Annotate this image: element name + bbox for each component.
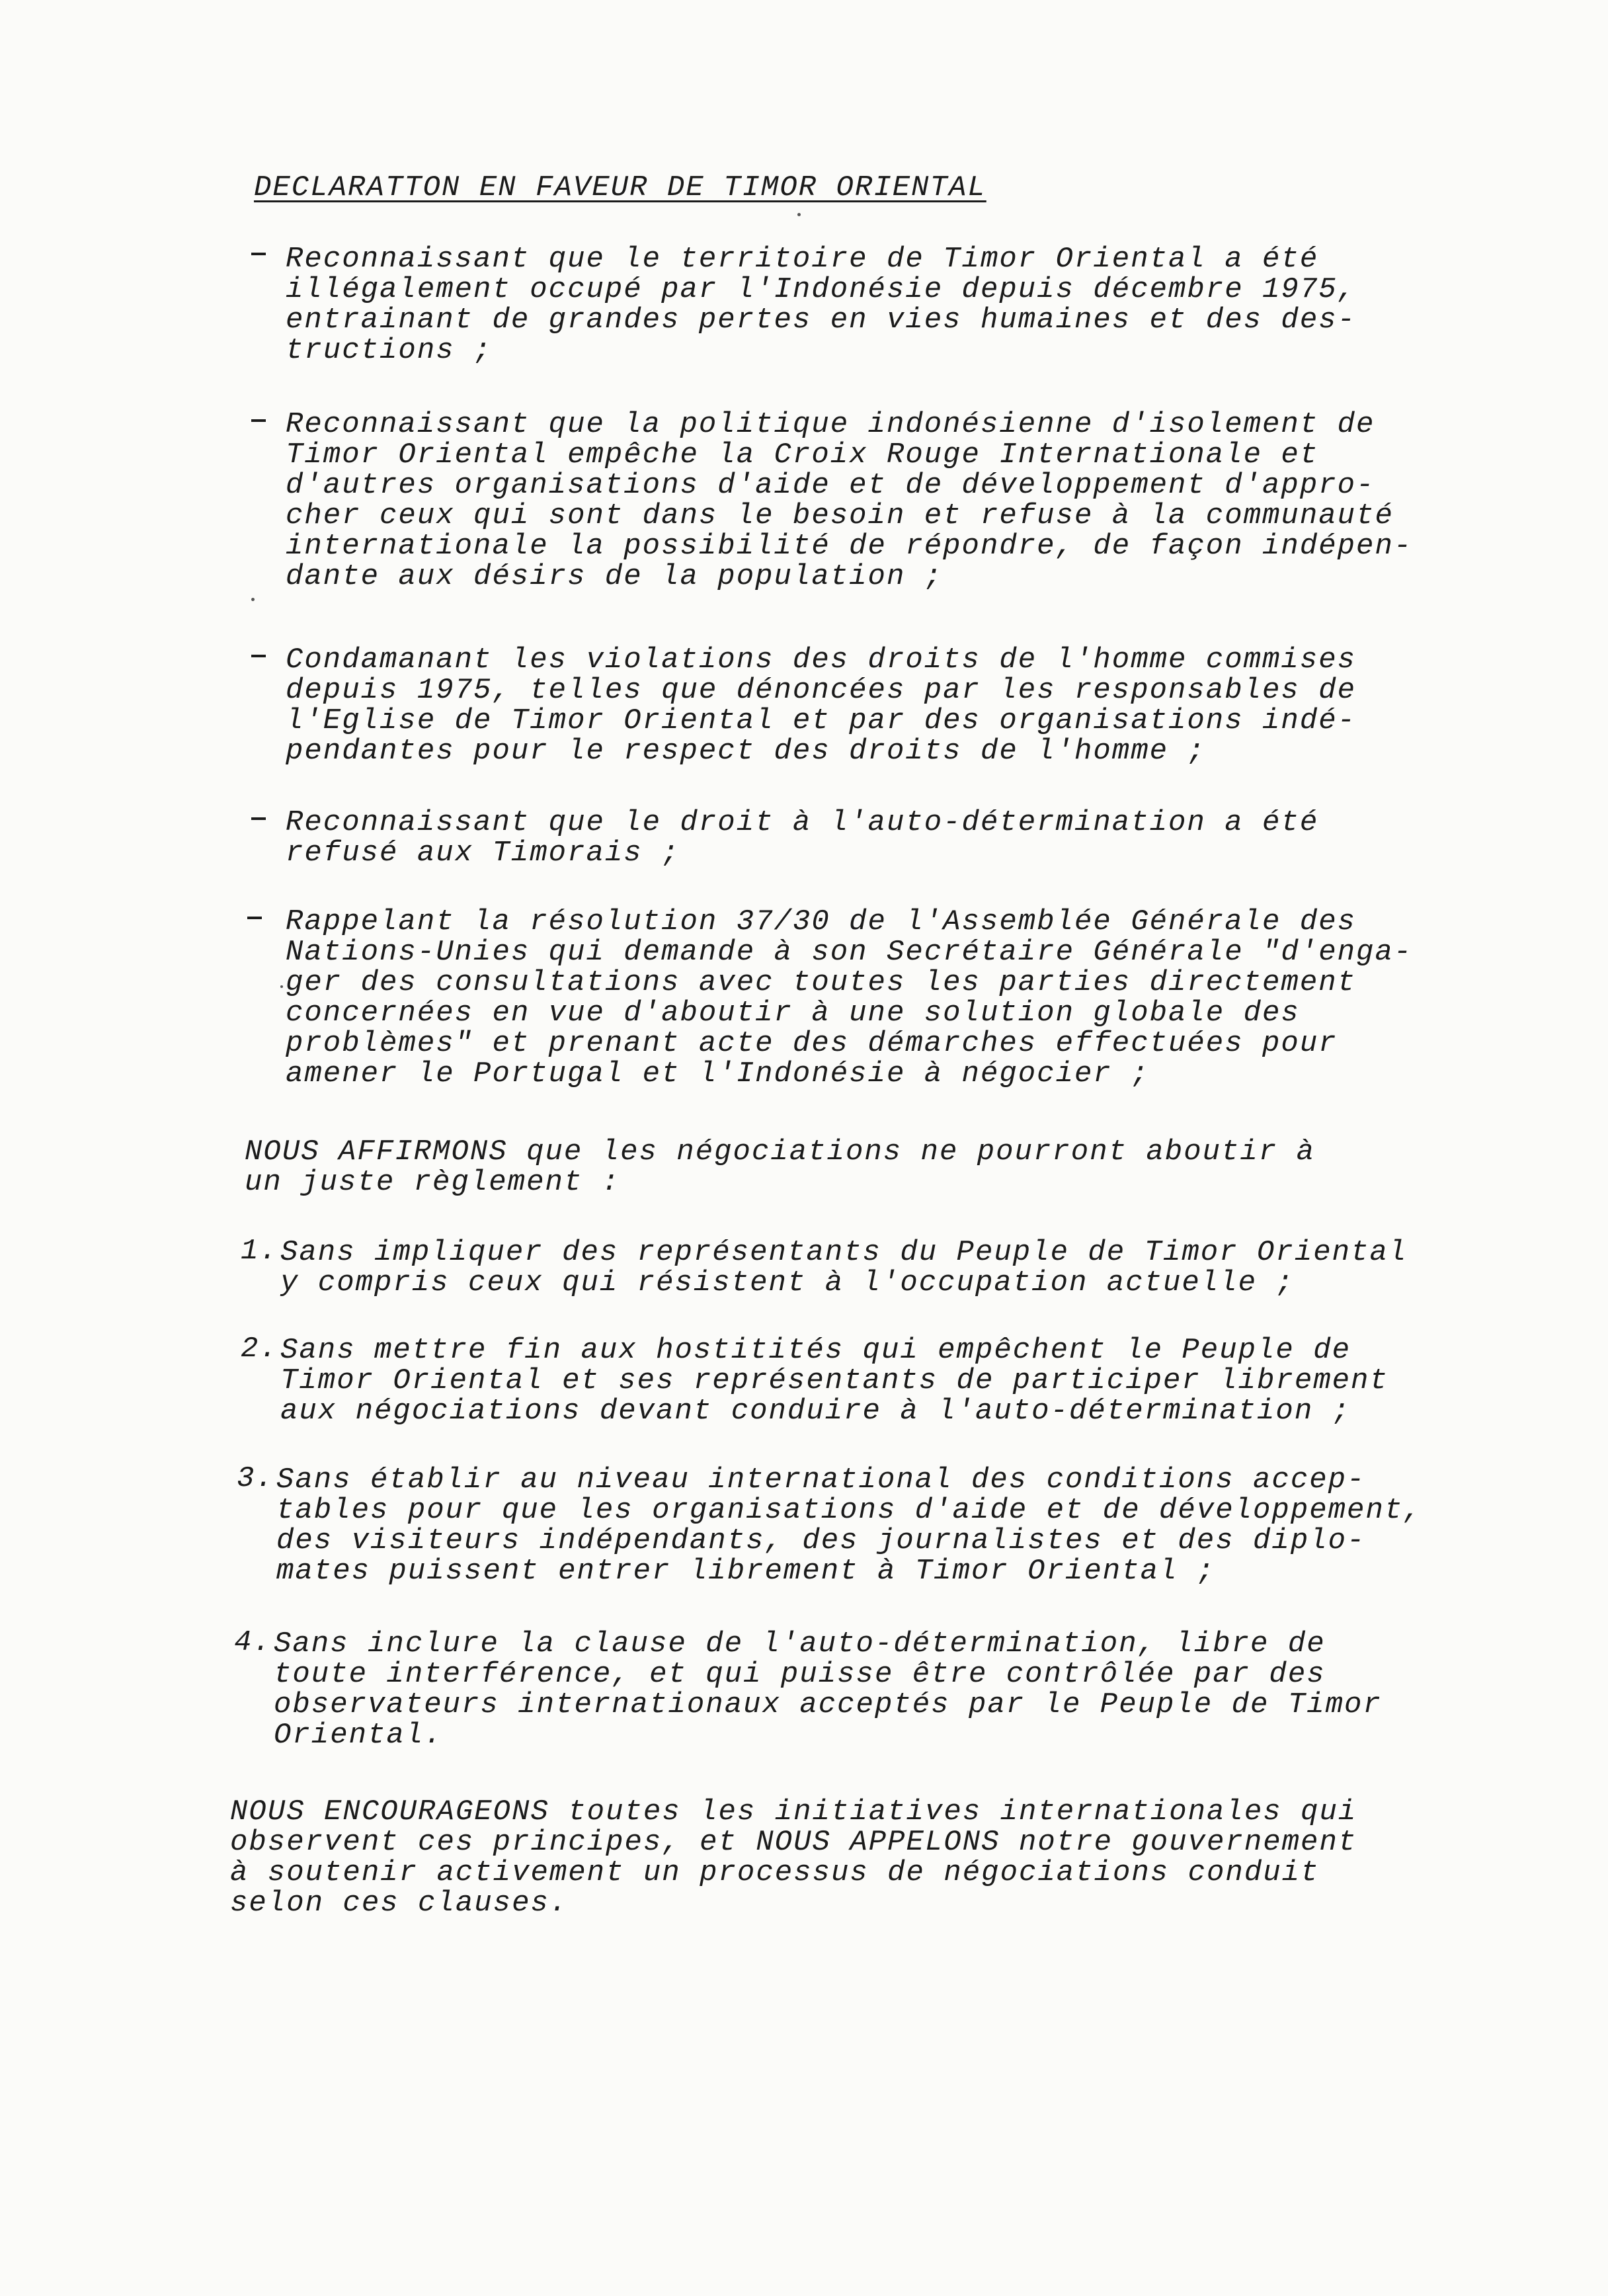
bullet-dash — [251, 817, 266, 820]
consideration-2-line-3: d'autres organisations d'aide et de développement d'appro- — [286, 469, 1375, 502]
point-number: 1. — [241, 1235, 278, 1268]
conclusion-line-3: à soutenir activement un processus de négociations conduit — [230, 1856, 1320, 1889]
point-2-line-2: Timor Oriental et ses représentants de participer librement — [280, 1364, 1388, 1397]
consideration-2-line-6: dante aux désirs de la population ; — [286, 560, 944, 593]
consideration-1-line-1: Reconnaissant que le territoire de Timor Oriental a été — [286, 243, 1319, 276]
consideration-1-line-2: illégalement occupé par l'Indonésie depuis décembre 1975, — [286, 273, 1357, 306]
conclusion-line-4: selon ces clauses. — [230, 1887, 569, 1920]
point-4-line-2: toute interférence, et qui puisse être contrôlée par des — [274, 1658, 1326, 1691]
point-3-line-2: tables pour que les organisations d'aide et de développement, — [276, 1494, 1422, 1527]
point-1-line-2: y compris ceux qui résistent à l'occupation actuelle ; — [280, 1266, 1295, 1299]
consideration-5-line-3: ger des consultations avec toutes les parties directement — [286, 966, 1357, 999]
point-number: 4. — [234, 1626, 272, 1659]
point-number: 3. — [237, 1462, 274, 1495]
bullet-dash — [251, 655, 266, 657]
bullet-dash — [247, 917, 262, 919]
consideration-3-line-4: pendantes pour le respect des droits de l'homme ; — [286, 735, 1206, 768]
scan-speck — [251, 598, 255, 601]
consideration-3-line-1: Condamanant les violations des droits de l'homme commises — [286, 643, 1357, 676]
conclusion-line-2: observent ces principes, et NOUS APPELONS notre gouvernement — [230, 1826, 1357, 1859]
scan-speck — [797, 213, 801, 216]
affirmation-line-1: NOUS AFFIRMONS que les négociations ne pourront aboutir à — [245, 1135, 1316, 1168]
point-1-line-1: Sans impliquer des représentants du Peuple de Timor Oriental — [280, 1236, 1408, 1269]
consideration-2-line-1: Reconnaissant que la politique indonésienne d'isolement de — [286, 408, 1375, 441]
point-number: 2. — [241, 1332, 278, 1366]
point-4-line-1: Sans inclure la clause de l'auto-détermination, libre de — [274, 1627, 1326, 1660]
consideration-5-line-1: Rappelant la résolution 37/30 de l'Assemblée Générale des — [286, 905, 1357, 938]
consideration-5-line-4: concernées en vue d'aboutir à une solution globale des — [286, 997, 1300, 1030]
consideration-2-line-4: cher ceux qui sont dans le besoin et refuse à la communauté — [286, 499, 1394, 532]
consideration-2-line-5: internationale la possibilité de répondre, de façon indépen- — [286, 530, 1413, 563]
point-3-line-3: des visiteurs indépendants, des journalistes et des diplo- — [276, 1524, 1366, 1557]
consideration-2-line-2: Timor Oriental empêche la Croix Rouge Internationale et — [286, 438, 1319, 472]
consideration-5-line-2: Nations-Unies qui demande à son Secrétaire Générale "d'enga- — [286, 936, 1413, 969]
point-4-line-3: observateurs internationaux acceptés par le Peuple de Timor — [274, 1688, 1382, 1721]
affirmation-line-2: un juste règlement : — [245, 1166, 621, 1199]
point-3-line-4: mates puissent entrer librement à Timor Oriental ; — [276, 1555, 1216, 1588]
consideration-4-line-1: Reconnaissant que le droit à l'auto-détermination a été — [286, 806, 1319, 839]
consideration-1-line-3: entrainant de grandes pertes en vies humaines et des des- — [286, 304, 1357, 337]
consideration-4-line-2: refusé aux Timorais ; — [286, 837, 680, 870]
consideration-5-line-6: amener le Portugal et l'Indonésie à négocier ; — [286, 1057, 1150, 1090]
consideration-5-line-5: problèmes" et prenant acte des démarches effectuées pour — [286, 1027, 1338, 1060]
point-2-line-3: aux négociations devant conduire à l'auto-détermination ; — [280, 1395, 1351, 1428]
point-4-line-4: Oriental. — [274, 1719, 443, 1752]
point-3-line-1: Sans établir au niveau international des conditions accep- — [276, 1463, 1366, 1496]
consideration-3-line-2: depuis 1975, telles que dénoncées par les responsables de — [286, 674, 1357, 707]
bullet-dash — [251, 253, 266, 255]
bullet-dash — [251, 419, 266, 422]
point-2-line-1: Sans mettre fin aux hostitités qui empêchent le Peuple de — [280, 1334, 1351, 1367]
consideration-1-line-4: tructions ; — [286, 334, 493, 367]
consideration-3-line-3: l'Eglise de Timor Oriental et par des organisations indé- — [286, 704, 1357, 737]
document-title: DECLARATTON EN FAVEUR DE TIMOR ORIENTAL — [254, 171, 986, 204]
conclusion-line-1: NOUS ENCOURAGEONS toutes les initiatives internationales qui — [230, 1795, 1357, 1828]
scan-speck — [280, 985, 283, 988]
